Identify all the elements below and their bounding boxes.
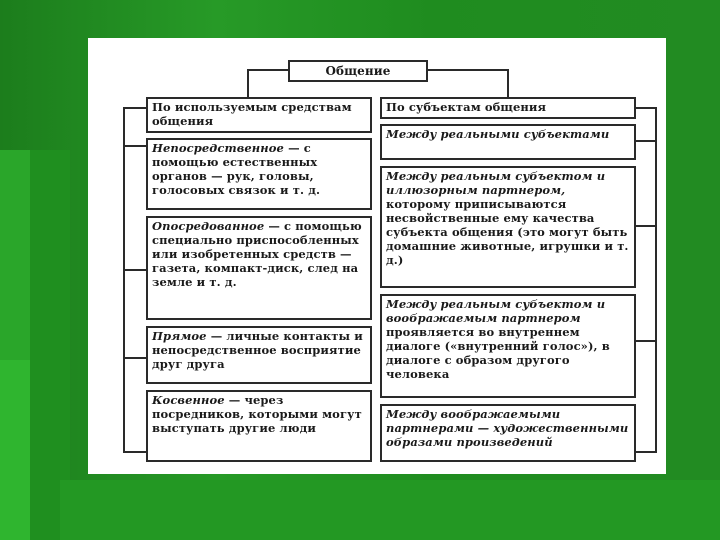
item-text: — личные контакты и непосредственное восприятие друг друга: [152, 329, 363, 371]
item-term: Между реальным субъектом и иллюзорным партнером,: [386, 169, 606, 197]
item-term: Прямое: [152, 329, 207, 343]
right-item-real-imaginary: [380, 294, 636, 398]
item-text: проявляется во внутреннем диалоге («внутренний голос»), в диалоге с образом другого человека: [386, 325, 610, 381]
item-term: Косвенное: [152, 393, 225, 407]
background-band: [0, 150, 30, 360]
item-term: Между реальными субъектами: [386, 127, 610, 141]
background-band: [60, 480, 720, 540]
diagram-panel: [88, 38, 666, 474]
item-term: Между реальным субъектом и воображаемым партнером: [386, 297, 606, 325]
right-item-imaginary-imaginary: [380, 404, 636, 462]
left-item-mediated: [146, 216, 372, 320]
left-item-immediate: [146, 326, 372, 384]
item-term: Непосредственное: [152, 141, 284, 155]
right-item-real-illusory: [380, 166, 636, 288]
item-text: — с помощью специально приспособленных или изобретенных средств — газета, компакт-диск, след на земле и т. д.: [152, 219, 362, 289]
item-text: — с помощью естественных органов — рук, головы, голосовых связок и т. д.: [152, 141, 321, 197]
item-text: — через посредников, которыми могут выступать другие люди: [152, 393, 362, 435]
left-column-header: По используемым средствам общения: [146, 97, 372, 133]
right-column-header: По субъектам общения: [380, 97, 636, 119]
background-band: [0, 360, 30, 540]
diagram-title: Общение: [288, 60, 428, 82]
left-item-indirect: [146, 390, 372, 462]
item-text: которому приписываются несвойственные ему качества субъекта общения (это могут быть домашние животные, игрушки и т. д.): [386, 197, 629, 267]
item-term: Между воображаемыми партнерами — художественными образами произведений: [386, 407, 629, 449]
item-term: Опосредованное: [152, 219, 265, 233]
left-item-direct: [146, 138, 372, 210]
right-item-real-real: [380, 124, 636, 160]
